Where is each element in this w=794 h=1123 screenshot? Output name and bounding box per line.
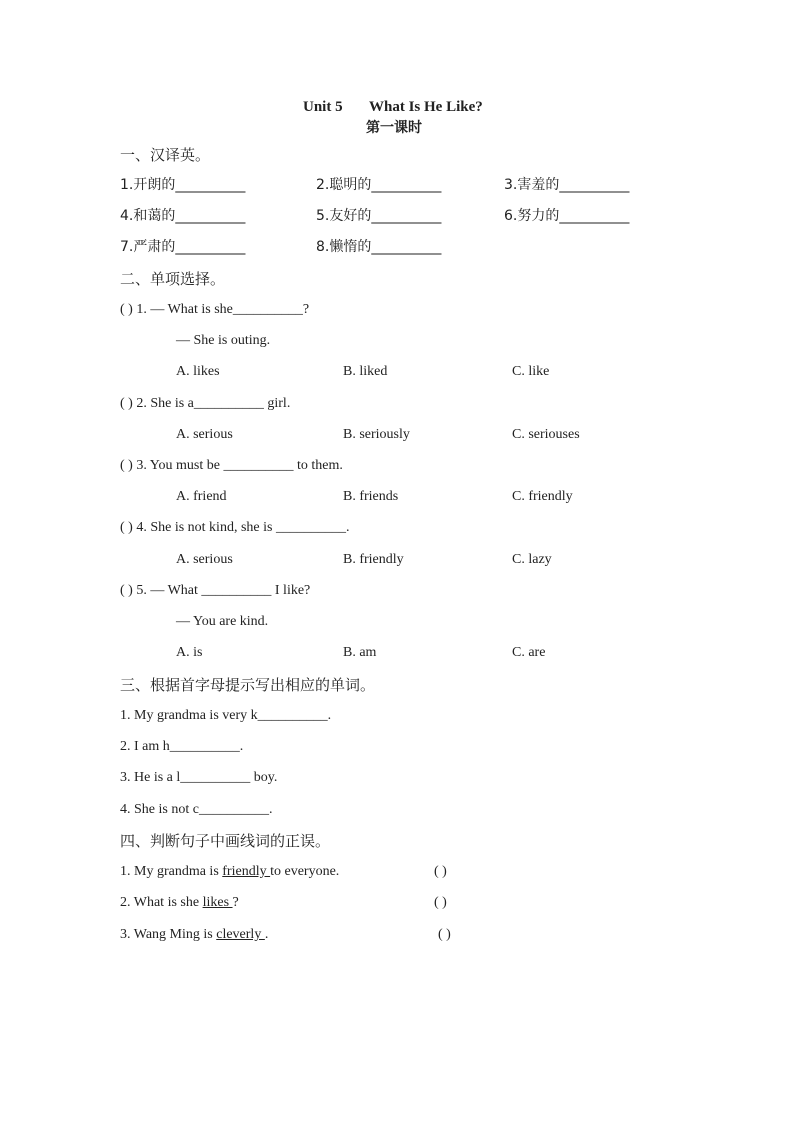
option-c: C. are — [512, 645, 546, 660]
question-stem: ( ) 2. She is a__________ girl. — [120, 396, 291, 411]
option-c: C. seriouses — [512, 427, 580, 442]
section3-item: 2. I am h__________. — [120, 739, 244, 754]
section1-heading: 一、汉译英。 — [120, 146, 211, 164]
lesson-label: 第一课时 — [366, 120, 422, 136]
section1-item: 3.害羞的__________ — [504, 177, 630, 193]
underlined-word: likes — [202, 895, 233, 910]
option-a: A. is — [176, 645, 203, 660]
option-b: B. friendly — [343, 552, 404, 567]
section4-item — [120, 926, 268, 944]
option-c: C. like — [512, 364, 550, 379]
section1-item: 8.懒惰的__________ — [316, 239, 442, 255]
section4-item — [120, 894, 239, 912]
sentence-start: 1. My grandma is — [120, 864, 223, 879]
unit-label: Unit 5 — [303, 99, 343, 115]
underlined-word: cleverly — [216, 927, 265, 942]
question-reply: — You are kind. — [176, 614, 269, 629]
section3-item: 3. He is a l__________ boy. — [120, 770, 278, 785]
option-b: B. seriously — [343, 427, 410, 442]
section4-item — [120, 863, 339, 881]
option-b: B. am — [343, 645, 377, 660]
question-stem: ( ) 5. — What __________ I like? — [120, 583, 311, 598]
underlined-word: friendly — [222, 864, 271, 879]
option-a: A. likes — [176, 364, 220, 379]
section4-heading: 四、判断句子中画线词的正误。 — [120, 832, 331, 850]
answer-parentheses: ( ) — [438, 927, 451, 942]
section3-heading: 三、根据首字母提示写出相应的单词。 — [120, 676, 376, 694]
section1-item: 7.严肃的__________ — [120, 239, 246, 255]
question-stem: ( ) 4. She is not kind, she is __________. — [120, 520, 350, 535]
question-stem: ( ) 1. — What is she__________? — [120, 302, 310, 317]
section1-item: 5.友好的__________ — [316, 208, 442, 224]
question-stem: ( ) 3. You must be __________ to them. — [120, 458, 343, 473]
sentence-end: . — [264, 927, 269, 942]
sentence-start: 2. What is she — [120, 895, 203, 910]
sentence-end: ? — [232, 895, 239, 910]
section3-item: 1. My grandma is very k__________. — [120, 708, 332, 723]
section1-item: 2.聪明的__________ — [316, 177, 442, 193]
section2-heading: 二、单项选择。 — [120, 270, 226, 288]
option-b: B. liked — [343, 364, 388, 379]
page-title: What Is He Like? — [369, 99, 483, 115]
option-c: C. friendly — [512, 489, 573, 504]
option-a: A. serious — [176, 427, 233, 442]
answer-parentheses: ( ) — [434, 895, 447, 910]
sentence-end: to everyone. — [270, 864, 340, 879]
answer-parentheses: ( ) — [434, 864, 447, 879]
section3-item: 4. She is not c__________. — [120, 802, 273, 817]
section1-item: 1.开朗的__________ — [120, 177, 246, 193]
section1-item: 4.和蔼的__________ — [120, 208, 246, 224]
question-reply: — She is outing. — [176, 333, 271, 348]
section1-item: 6.努力的__________ — [504, 208, 630, 224]
option-a: A. serious — [176, 552, 233, 567]
option-b: B. friends — [343, 489, 399, 504]
sentence-start: 3. Wang Ming is — [120, 927, 217, 942]
option-c: C. lazy — [512, 552, 552, 567]
option-a: A. friend — [176, 489, 227, 504]
